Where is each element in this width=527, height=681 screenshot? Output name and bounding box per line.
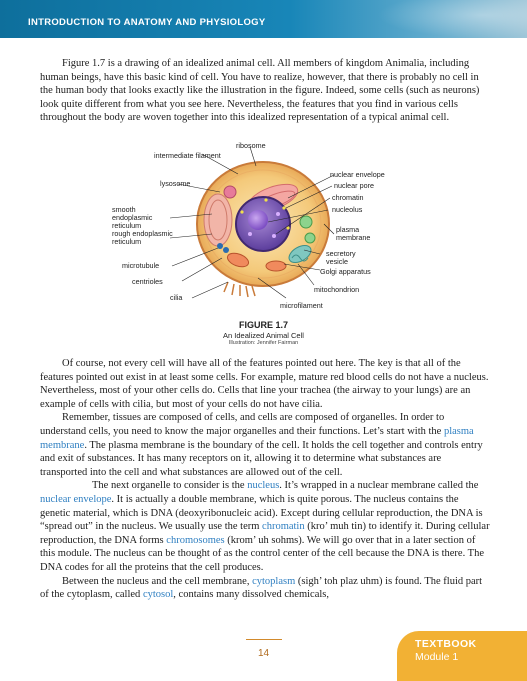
paragraph-plasma-membrane: Remember, tissues are composed of cells, and cells are composed of organelles. In order to understand cells, you need to know the major organelles and their functions. Let’s start with the plasma membrane. The plasma membrane is the boundary of the cell. It holds the cell together and controls entry and exit of substances. It has many receptors on it, allowing it to determine what substances are transported into the cell and what substances are allowed out of the cell. (40, 412, 483, 478)
label-mitochondrion: mitochondrion (314, 285, 360, 294)
term-cytoplasm: cytoplasm (252, 575, 296, 587)
nucleolus-shape (248, 210, 268, 230)
paragraph-cytoplasm: Between the nucleus and the cell membrane, cytoplasm (sigh’ toh plaz uhm) is found. The fluid part of the cytoplasm, called cytosol, contains many dissolved chemicals, (40, 575, 483, 601)
label-centrioles: centrioles (132, 277, 163, 286)
label-rough-er: rough endoplasmic reticulum (112, 229, 173, 246)
label-microtubule: microtubule (122, 261, 160, 270)
label-lysosome: lysosome (160, 179, 191, 188)
label-nuclear-envelope: nuclear envelope (330, 170, 385, 179)
figure-caption-subtitle: An Idealized Animal Cell (223, 331, 304, 340)
body-text (40, 357, 490, 602)
tab-textbook-label: TEXTBOOK (415, 638, 477, 650)
label-nucleolus: nucleolus (332, 205, 363, 214)
intro-text (40, 57, 490, 125)
label-microfilament: microfilament (280, 301, 323, 310)
label-plasma-membrane: plasma membrane (336, 225, 371, 242)
paragraph-nucleus: The next organelle to consider is the nucleus. It’s wrapped in a nuclear membrane called the nuclear envelope. It is actually a double membrane, which is quite porous. The nucleus contains the genetic material, which is DNA (deoxyribonucleic acid). Except during cellular reproduction, the DNA is “spread out” in the nucleus. We usually use the term chromatin (kro’ muh tin) to identify it. During cellular reproduction, the DNA forms chromosomes (krom’ uh sohms). We will go over that in a later section of this module. The nucleus can be thought of as the control center of the cell because the DNA is there. The DNA codes for all the proteins that the cell produces. (40, 480, 490, 573)
figure-caption-credit: Illustration: Jennifer Fairman (228, 340, 299, 346)
term-chromatin: chromatin (262, 521, 305, 533)
label-smooth-er: smooth endoplasmic reticulum (112, 205, 153, 230)
term-nuclear-envelope: nuclear envelope (40, 493, 112, 505)
page-number: 14 (257, 648, 270, 659)
chapter-title: INTRODUCTION TO ANATOMY AND PHYSIOLOGY (28, 17, 266, 28)
paragraph-cell-features: Of course, not every cell will have all of the features pointed out here. The key is that all of the features pointed out exist in at least some cells. For example, mature red blood cells do not have a nucleus. Nevertheless, most of your other cells do. Cells that line your trachea (the airway to your lungs) are an example of cells with cilia, but most of your cells do not have cilia. (40, 358, 489, 410)
label-intermediate-filament: intermediate filament (154, 151, 221, 160)
term-cytosol: cytosol (142, 589, 174, 601)
label-golgi: Golgi apparatus (320, 267, 371, 276)
label-chromatin: chromatin (332, 193, 364, 202)
term-plasma-membrane: plasma membrane (40, 425, 474, 451)
footer-divider (246, 639, 282, 640)
intro-paragraph: Figure 1.7 is a drawing of an idealized animal cell. All members of kingdom Animalia, including human beings, have this basic kind of cell. You have to realize, however, that there is probably no cell in the human body that looks exactly like the illustration in the figure. Indeed, some cells (such as neurons) look quite different from what you see here. Nevertheless, the features that you find in various cells throughout the body are woven together into this idealized representation of a typical animal cell. (40, 58, 480, 124)
tab-module-label: Module 1 (415, 651, 459, 663)
label-ribosome: ribosome (236, 141, 266, 150)
animal-cell-figure (108, 142, 398, 312)
header-background-art (377, 0, 527, 38)
term-chromosomes: chromosomes (166, 534, 225, 546)
label-secretory-vesicle: secretory vesicle (326, 249, 356, 266)
chapter-header (0, 0, 527, 38)
figure-caption-title: FIGURE 1.7 (238, 320, 288, 330)
label-cilia: cilia (170, 293, 183, 302)
term-nucleus: nucleus (247, 480, 280, 492)
module-tab (397, 631, 527, 681)
label-nuclear-pore: nuclear pore (334, 181, 374, 190)
